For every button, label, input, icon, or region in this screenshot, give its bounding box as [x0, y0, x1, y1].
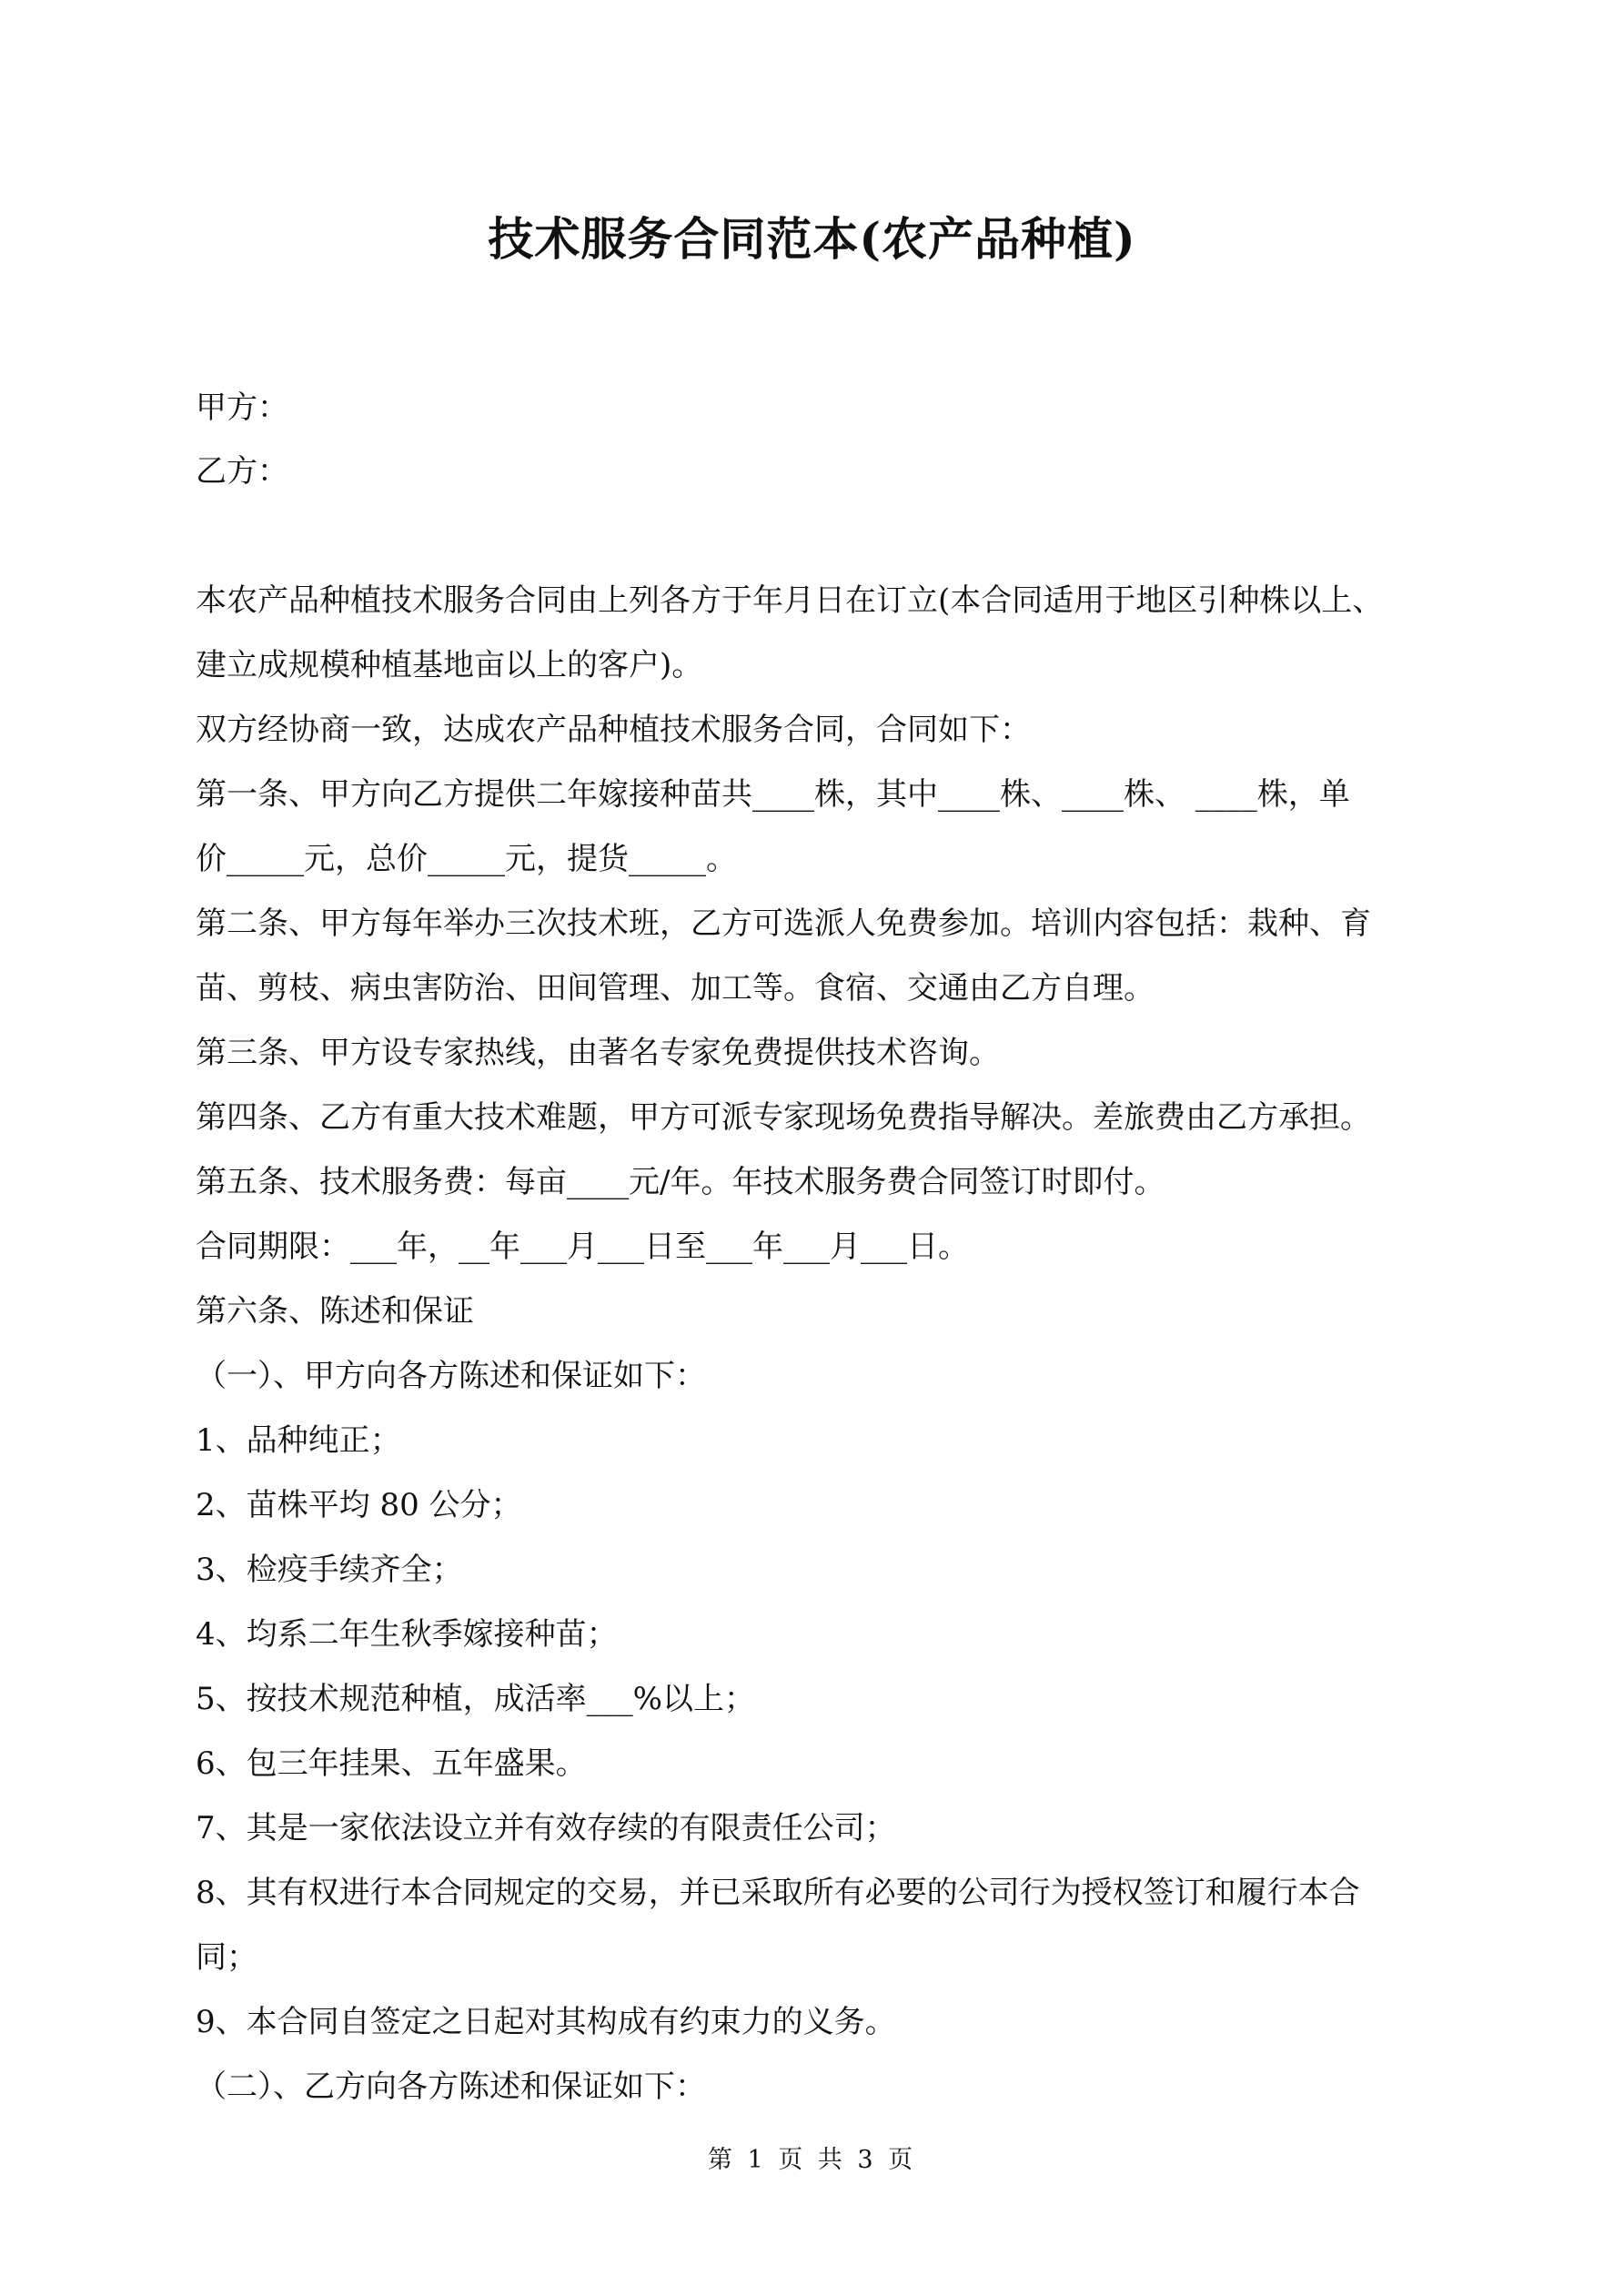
article-5-line: 第五条、技术服务费：每亩____元/年。年技术服务费合同签订时即付。 — [196, 1164, 1165, 1200]
article-1-line-1: 第一条、甲方向乙方提供二年嫁接种苗共____株，其中____株、____株、 ____株，单 — [196, 776, 1350, 813]
warranty-item-7: 7、其是一家依法设立并有效存续的有限责任公司； — [196, 1810, 896, 1846]
warranty-item-3: 3、检疫手续齐全； — [196, 1552, 463, 1588]
article-2-line-2: 苗、剪枝、病虫害防治、田间管理、加工等。食宿、交通由乙方自理。 — [196, 970, 1155, 1006]
intro-line-1: 本农产品种植技术服务合同由上列各方于年月日在订立(本合同适用于地区引种株以上、 — [196, 582, 1384, 619]
warranty-item-9: 9、本合同自签定之日起对其构成有约束力的义务。 — [196, 2004, 896, 2040]
intro-line-2: 建立成规模种植基地亩以上的客户)。 — [196, 647, 703, 683]
warranty-item-8-line-2: 同； — [196, 1939, 257, 1976]
warranty-item-4: 4、均系二年生秋季嫁接种苗； — [196, 1616, 618, 1653]
article-6-heading: 第六条、陈述和保证 — [196, 1293, 474, 1330]
warranty-item-2: 2、苗株平均 80 公分； — [196, 1487, 522, 1523]
warranty-item-6: 6、包三年挂果、五年盛果。 — [196, 1745, 587, 1782]
article-1-line-2: 价_____元，总价_____元，提货_____。 — [196, 841, 737, 877]
page-indicator: 第 1 页 共 3 页 — [707, 2146, 917, 2174]
article-4-line: 第四条、乙方有重大技术难题，甲方可派专家现场免费指导解决。差旅费由乙方承担。 — [196, 1099, 1371, 1136]
warranty-item-8-line-1: 8、其有权进行本合同规定的交易，并已采取所有必要的公司行为授权签订和履行本合 — [196, 1875, 1360, 1911]
party-a-warranty-heading: （一）、甲方向各方陈述和保证如下： — [196, 1358, 706, 1394]
warranty-item-1: 1、品种纯正； — [196, 1422, 401, 1459]
contract-term-line: 合同期限：___年，__年___月___日至___年___月___日。 — [196, 1229, 969, 1265]
article-3-line: 第三条、甲方设专家热线，由著名专家免费提供技术咨询。 — [196, 1035, 1000, 1071]
document-title: 技术服务合同范本(农产品种植) — [488, 212, 1136, 266]
article-2-line-1: 第二条、甲方每年举办三次技术班，乙方可选派人免费参加。培训内容包括：栽种、育 — [196, 905, 1371, 942]
agreement-line: 双方经协商一致，达成农产品种植技术服务合同，合同如下： — [196, 712, 1031, 748]
party-b-warranty-heading: （二）、乙方向各方陈述和保证如下： — [196, 2068, 706, 2105]
party-a-line: 甲方： — [196, 389, 288, 426]
party-b-line: 乙方： — [196, 453, 288, 490]
warranty-item-5: 5、按技术规范种植，成活率___%以上； — [196, 1681, 755, 1717]
